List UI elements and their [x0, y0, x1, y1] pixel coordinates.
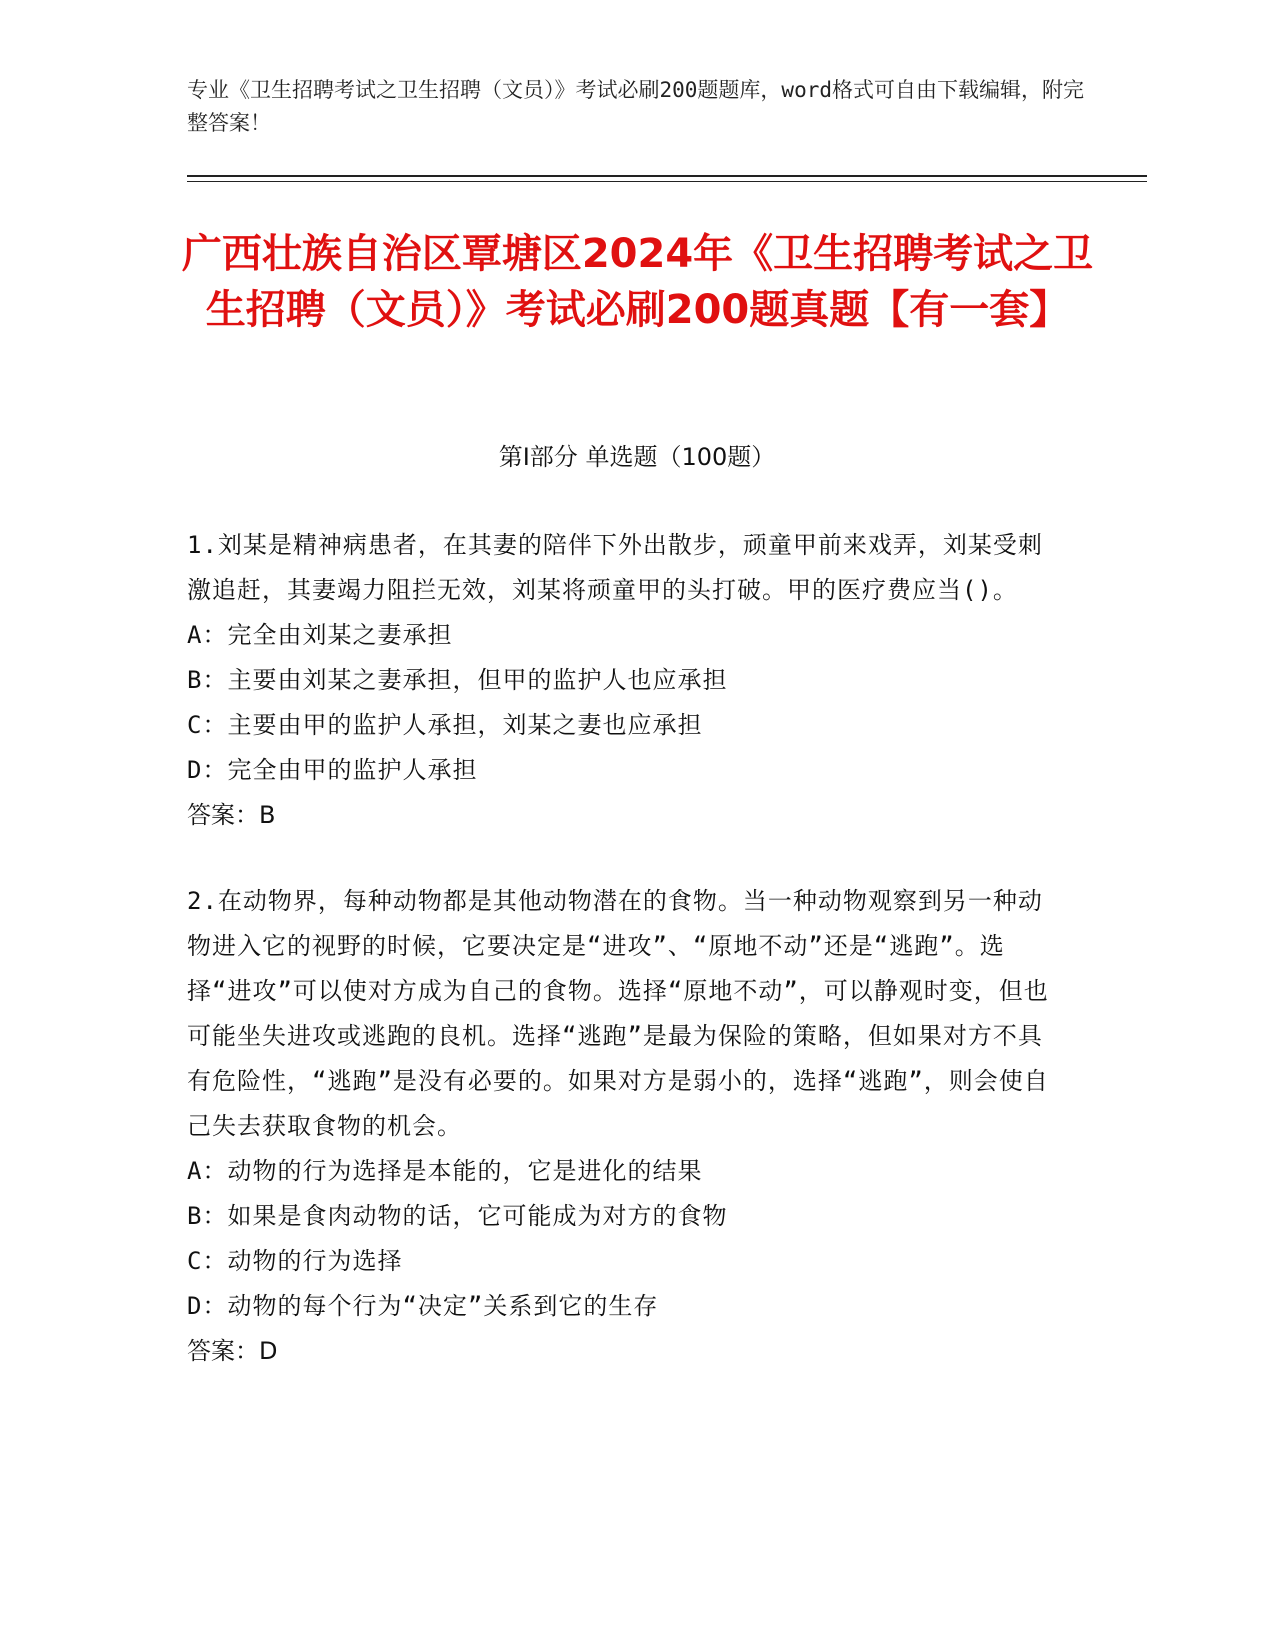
option-c: C：主要由甲的监护人承担，刘某之妻也应承担: [187, 711, 703, 739]
question-stem: 2.在动物界，每种动物都是其他动物潜在的食物。当一种动物观察到另一种动物进入它的视野的时候，它要决定是“进攻”、“原地不动”还是“逃跑”。选择“进攻”可以使对方成为自己的食物。选择“原地不动”，可以静观时变，但也可能坐失进攻或逃跑的良机。选择“逃跑”是最为保险的策略，但如果对方不具有危险性，“逃跑”是没有必要的。如果对方是弱小的，选择“逃跑”，则会使自己失去获取食物的机会。: [187, 887, 1049, 1140]
section-title: 第Ⅰ部分 单选题（100题）: [498, 443, 776, 471]
option-b: B：如果是食肉动物的话，它可能成为对方的食物: [187, 1202, 728, 1230]
header-rule-thin: [187, 181, 1147, 182]
answer-line: 答案：D: [187, 1337, 278, 1365]
option-b: B：主要由刘某之妻承担，但甲的监护人也应承担: [187, 666, 728, 694]
option-d: D：完全由甲的监护人承担: [187, 756, 478, 784]
header-rule-thick: [187, 175, 1147, 177]
question-stem: 1.刘某是精神病患者，在其妻的陪伴下外出散步，顽童甲前来戏弄，刘某受刺激追赶，其妻竭力阻拦无效，刘某将顽童甲的头打破。甲的医疗费应当()。: [187, 531, 1043, 604]
document-title: 广西壮族自治区覃塘区2024年《卫生招聘考试之卫生招聘（文员）》考试必刷200题真题【有一套】: [181, 231, 1094, 333]
header-note: 专业《卫生招聘考试之卫生招聘（文员）》考试必刷200题题库，word格式可自由下载编辑，附完整答案！: [187, 78, 1084, 135]
question-1: [187, 523, 1067, 838]
question-list: [187, 523, 1067, 1415]
option-c: C：动物的行为选择: [187, 1247, 403, 1275]
answer-line: 答案：B: [187, 801, 276, 829]
question-2: [187, 879, 1067, 1374]
option-a: A：完全由刘某之妻承担: [187, 621, 453, 649]
option-a: A：动物的行为选择是本能的，它是进化的结果: [187, 1157, 703, 1185]
option-d: D：动物的每个行为“决定”关系到它的生存: [187, 1292, 659, 1320]
